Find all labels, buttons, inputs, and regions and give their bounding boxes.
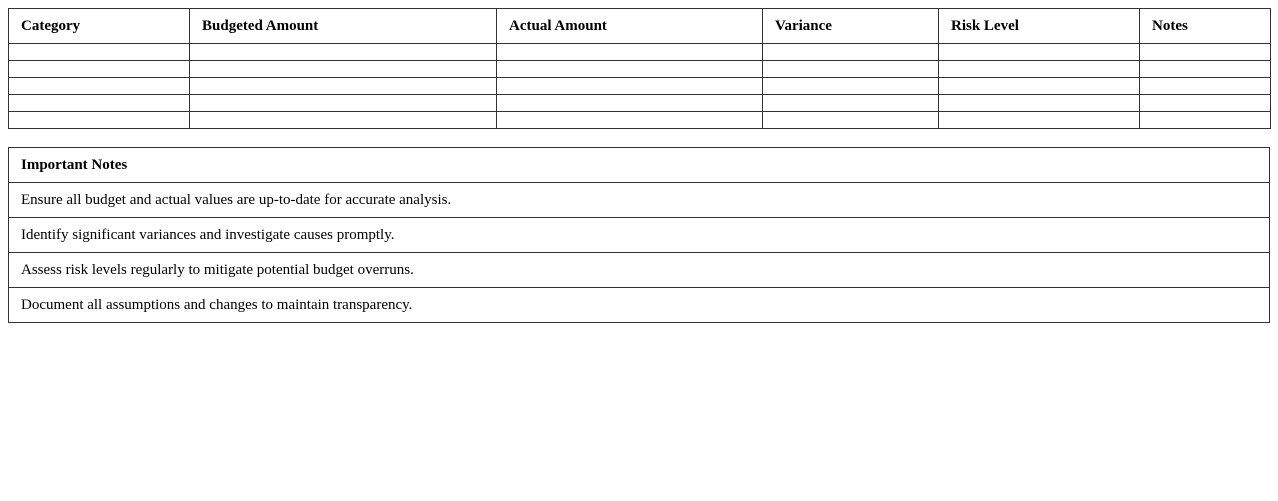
table-header-row [9,9,1271,44]
table-row [9,61,1271,78]
table-cell [190,112,497,129]
table-cell [497,95,763,112]
table-row [9,44,1271,61]
header-budgeted-amount: Budgeted Amount [190,9,497,44]
header-actual-amount: Actual Amount [497,9,763,44]
table-cell [190,78,497,95]
table-cell [763,95,939,112]
note-item: Identify significant variances and investigate causes promptly. [9,218,1270,253]
list-item [9,288,1270,323]
header-variance: Variance [763,9,939,44]
notes-header-row [9,148,1270,183]
table-cell [497,112,763,129]
header-notes: Notes [1140,9,1271,44]
table-cell [497,61,763,78]
table-cell [190,61,497,78]
table-cell [9,78,190,95]
table-row [9,78,1271,95]
list-item [9,253,1270,288]
note-item: Ensure all budget and actual values are up-to-date for accurate analysis. [9,183,1270,218]
header-risk-level: Risk Level [939,9,1140,44]
table-cell [939,44,1140,61]
table-cell [939,95,1140,112]
budget-table [8,8,1271,129]
table-cell [763,44,939,61]
notes-title: Important Notes [9,148,1270,183]
table-cell [763,61,939,78]
table-cell [939,78,1140,95]
table-cell [939,61,1140,78]
table-row [9,112,1271,129]
table-cell [1140,95,1271,112]
table-cell [190,44,497,61]
table-row [9,95,1271,112]
list-item [9,183,1270,218]
table-cell [1140,78,1271,95]
table-cell [763,112,939,129]
important-notes-table [8,147,1270,323]
table-cell [190,95,497,112]
table-cell [9,44,190,61]
table-cell [9,61,190,78]
header-category: Category [9,9,190,44]
list-item [9,218,1270,253]
table-cell [1140,112,1271,129]
table-cell [497,78,763,95]
table-cell [1140,44,1271,61]
table-cell [497,44,763,61]
table-cell [939,112,1140,129]
table-cell [9,112,190,129]
table-cell [1140,61,1271,78]
note-item: Document all assumptions and changes to maintain transparency. [9,288,1270,323]
document-body [8,8,1270,323]
note-item: Assess risk levels regularly to mitigate potential budget overruns. [9,253,1270,288]
table-cell [9,95,190,112]
table-cell [763,78,939,95]
